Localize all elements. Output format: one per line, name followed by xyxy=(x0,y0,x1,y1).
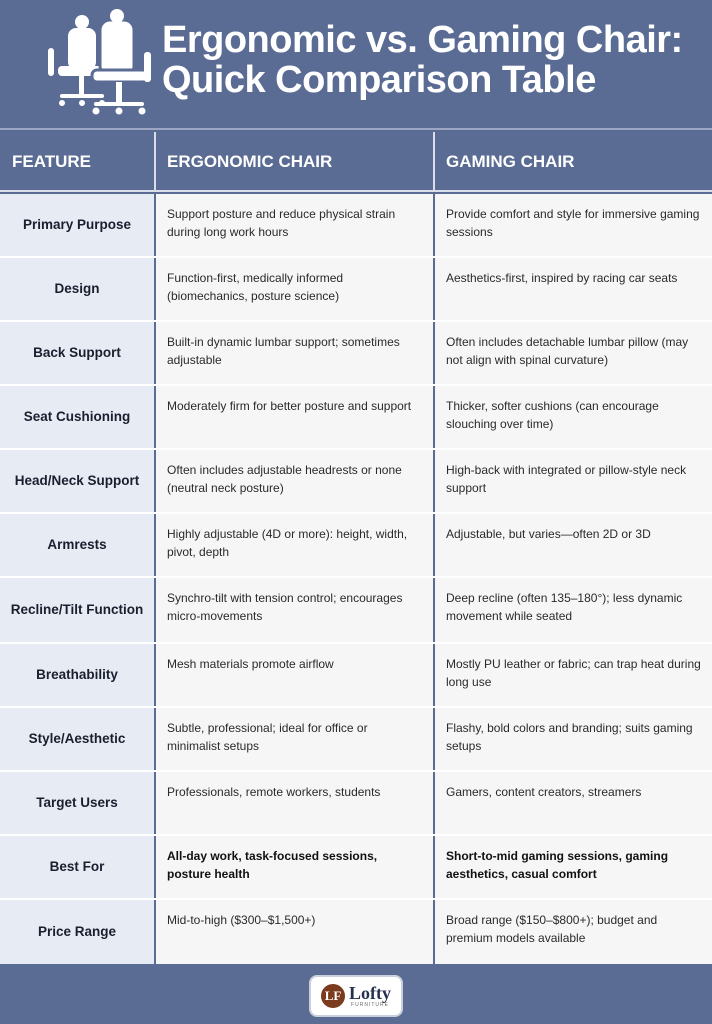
page-title xyxy=(162,20,707,100)
ergonomic-cell: All-day work, task-focused sessions, posture health xyxy=(156,836,433,898)
title-line-2: Quick Comparison Table xyxy=(162,59,596,101)
column-divider xyxy=(433,132,435,192)
table-row xyxy=(0,194,712,258)
gaming-cell: Often includes detachable lumbar pillow (may not align with spinal curvature) xyxy=(435,322,712,384)
table-header-row xyxy=(0,132,712,192)
ergonomic-cell: Mid-to-high ($300–$1,500+) xyxy=(156,900,433,964)
logo-text: Lofty xyxy=(349,983,391,1003)
logo-mark-icon: LF xyxy=(321,984,345,1008)
gaming-cell: High-back with integrated or pillow-style neck support xyxy=(435,450,712,512)
gaming-cell: Adjustable, but varies—often 2D or 3D xyxy=(435,514,712,576)
column-divider xyxy=(154,132,156,192)
office-chairs-icon xyxy=(40,8,160,118)
comparison-table xyxy=(0,128,712,966)
logo-subtext: FURNITURE xyxy=(351,1002,389,1008)
gaming-cell: Thicker, softer cushions (can encourage slouching over time) xyxy=(435,386,712,448)
gaming-cell: Gamers, content creators, streamers xyxy=(435,772,712,834)
table-row xyxy=(0,386,712,450)
column-header-ergonomic: ERGONOMIC CHAIR xyxy=(167,152,333,171)
title-line-1: Ergonomic vs. Gaming Chair: xyxy=(162,19,683,61)
ergonomic-cell: Moderately firm for better posture and support xyxy=(156,386,433,448)
column-header-feature: FEATURE xyxy=(12,152,92,171)
gaming-cell: Broad range ($150–$800+); budget and premium models available xyxy=(435,900,712,964)
feature-cell: Primary Purpose xyxy=(0,194,154,256)
gaming-cell: Flashy, bold colors and branding; suits gaming setups xyxy=(435,708,712,770)
ergonomic-cell: Function-first, medically informed (biomechanics, posture science) xyxy=(156,258,433,320)
ergonomic-cell: Mesh materials promote airflow xyxy=(156,644,433,706)
table-row xyxy=(0,578,712,644)
table-row xyxy=(0,900,712,964)
table-body xyxy=(0,194,712,964)
table-row xyxy=(0,644,712,708)
brand-logo[interactable] xyxy=(309,975,403,1017)
table-row xyxy=(0,450,712,514)
feature-cell: Back Support xyxy=(0,322,154,384)
gaming-cell: Provide comfort and style for immersive gaming sessions xyxy=(435,194,712,256)
ergonomic-cell: Built-in dynamic lumbar support; sometimes adjustable xyxy=(156,322,433,384)
feature-cell: Head/Neck Support xyxy=(0,450,154,512)
ergonomic-cell: Subtle, professional; ideal for office or minimalist setups xyxy=(156,708,433,770)
feature-cell: Design xyxy=(0,258,154,320)
ergonomic-cell: Highly adjustable (4D or more): height, width, pivot, depth xyxy=(156,514,433,576)
gaming-cell: Mostly PU leather or fabric; can trap heat during long use xyxy=(435,644,712,706)
feature-cell: Armrests xyxy=(0,514,154,576)
table-row xyxy=(0,836,712,900)
table-row xyxy=(0,708,712,772)
feature-cell: Best For xyxy=(0,836,154,898)
table-row xyxy=(0,322,712,386)
gaming-cell: Aesthetics-first, inspired by racing car seats xyxy=(435,258,712,320)
gaming-cell: Short-to-mid gaming sessions, gaming aesthetics, casual comfort xyxy=(435,836,712,898)
feature-cell: Breathability xyxy=(0,644,154,706)
table-row xyxy=(0,258,712,322)
feature-cell: Recline/Tilt Function xyxy=(0,578,154,642)
feature-cell: Style/Aesthetic xyxy=(0,708,154,770)
ergonomic-cell: Synchro-tilt with tension control; encourages micro-movements xyxy=(156,578,433,642)
ergonomic-cell: Support posture and reduce physical strain during long work hours xyxy=(156,194,433,256)
gaming-cell: Deep recline (often 135–180°); less dynamic movement while seated xyxy=(435,578,712,642)
table-row xyxy=(0,514,712,578)
table-row xyxy=(0,772,712,836)
feature-cell: Price Range xyxy=(0,900,154,964)
header-banner xyxy=(0,0,712,128)
column-header-gaming: GAMING CHAIR xyxy=(446,152,575,171)
feature-cell: Target Users xyxy=(0,772,154,834)
ergonomic-cell: Often includes adjustable headrests or none (neutral neck posture) xyxy=(156,450,433,512)
feature-cell: Seat Cushioning xyxy=(0,386,154,448)
ergonomic-cell: Professionals, remote workers, students xyxy=(156,772,433,834)
